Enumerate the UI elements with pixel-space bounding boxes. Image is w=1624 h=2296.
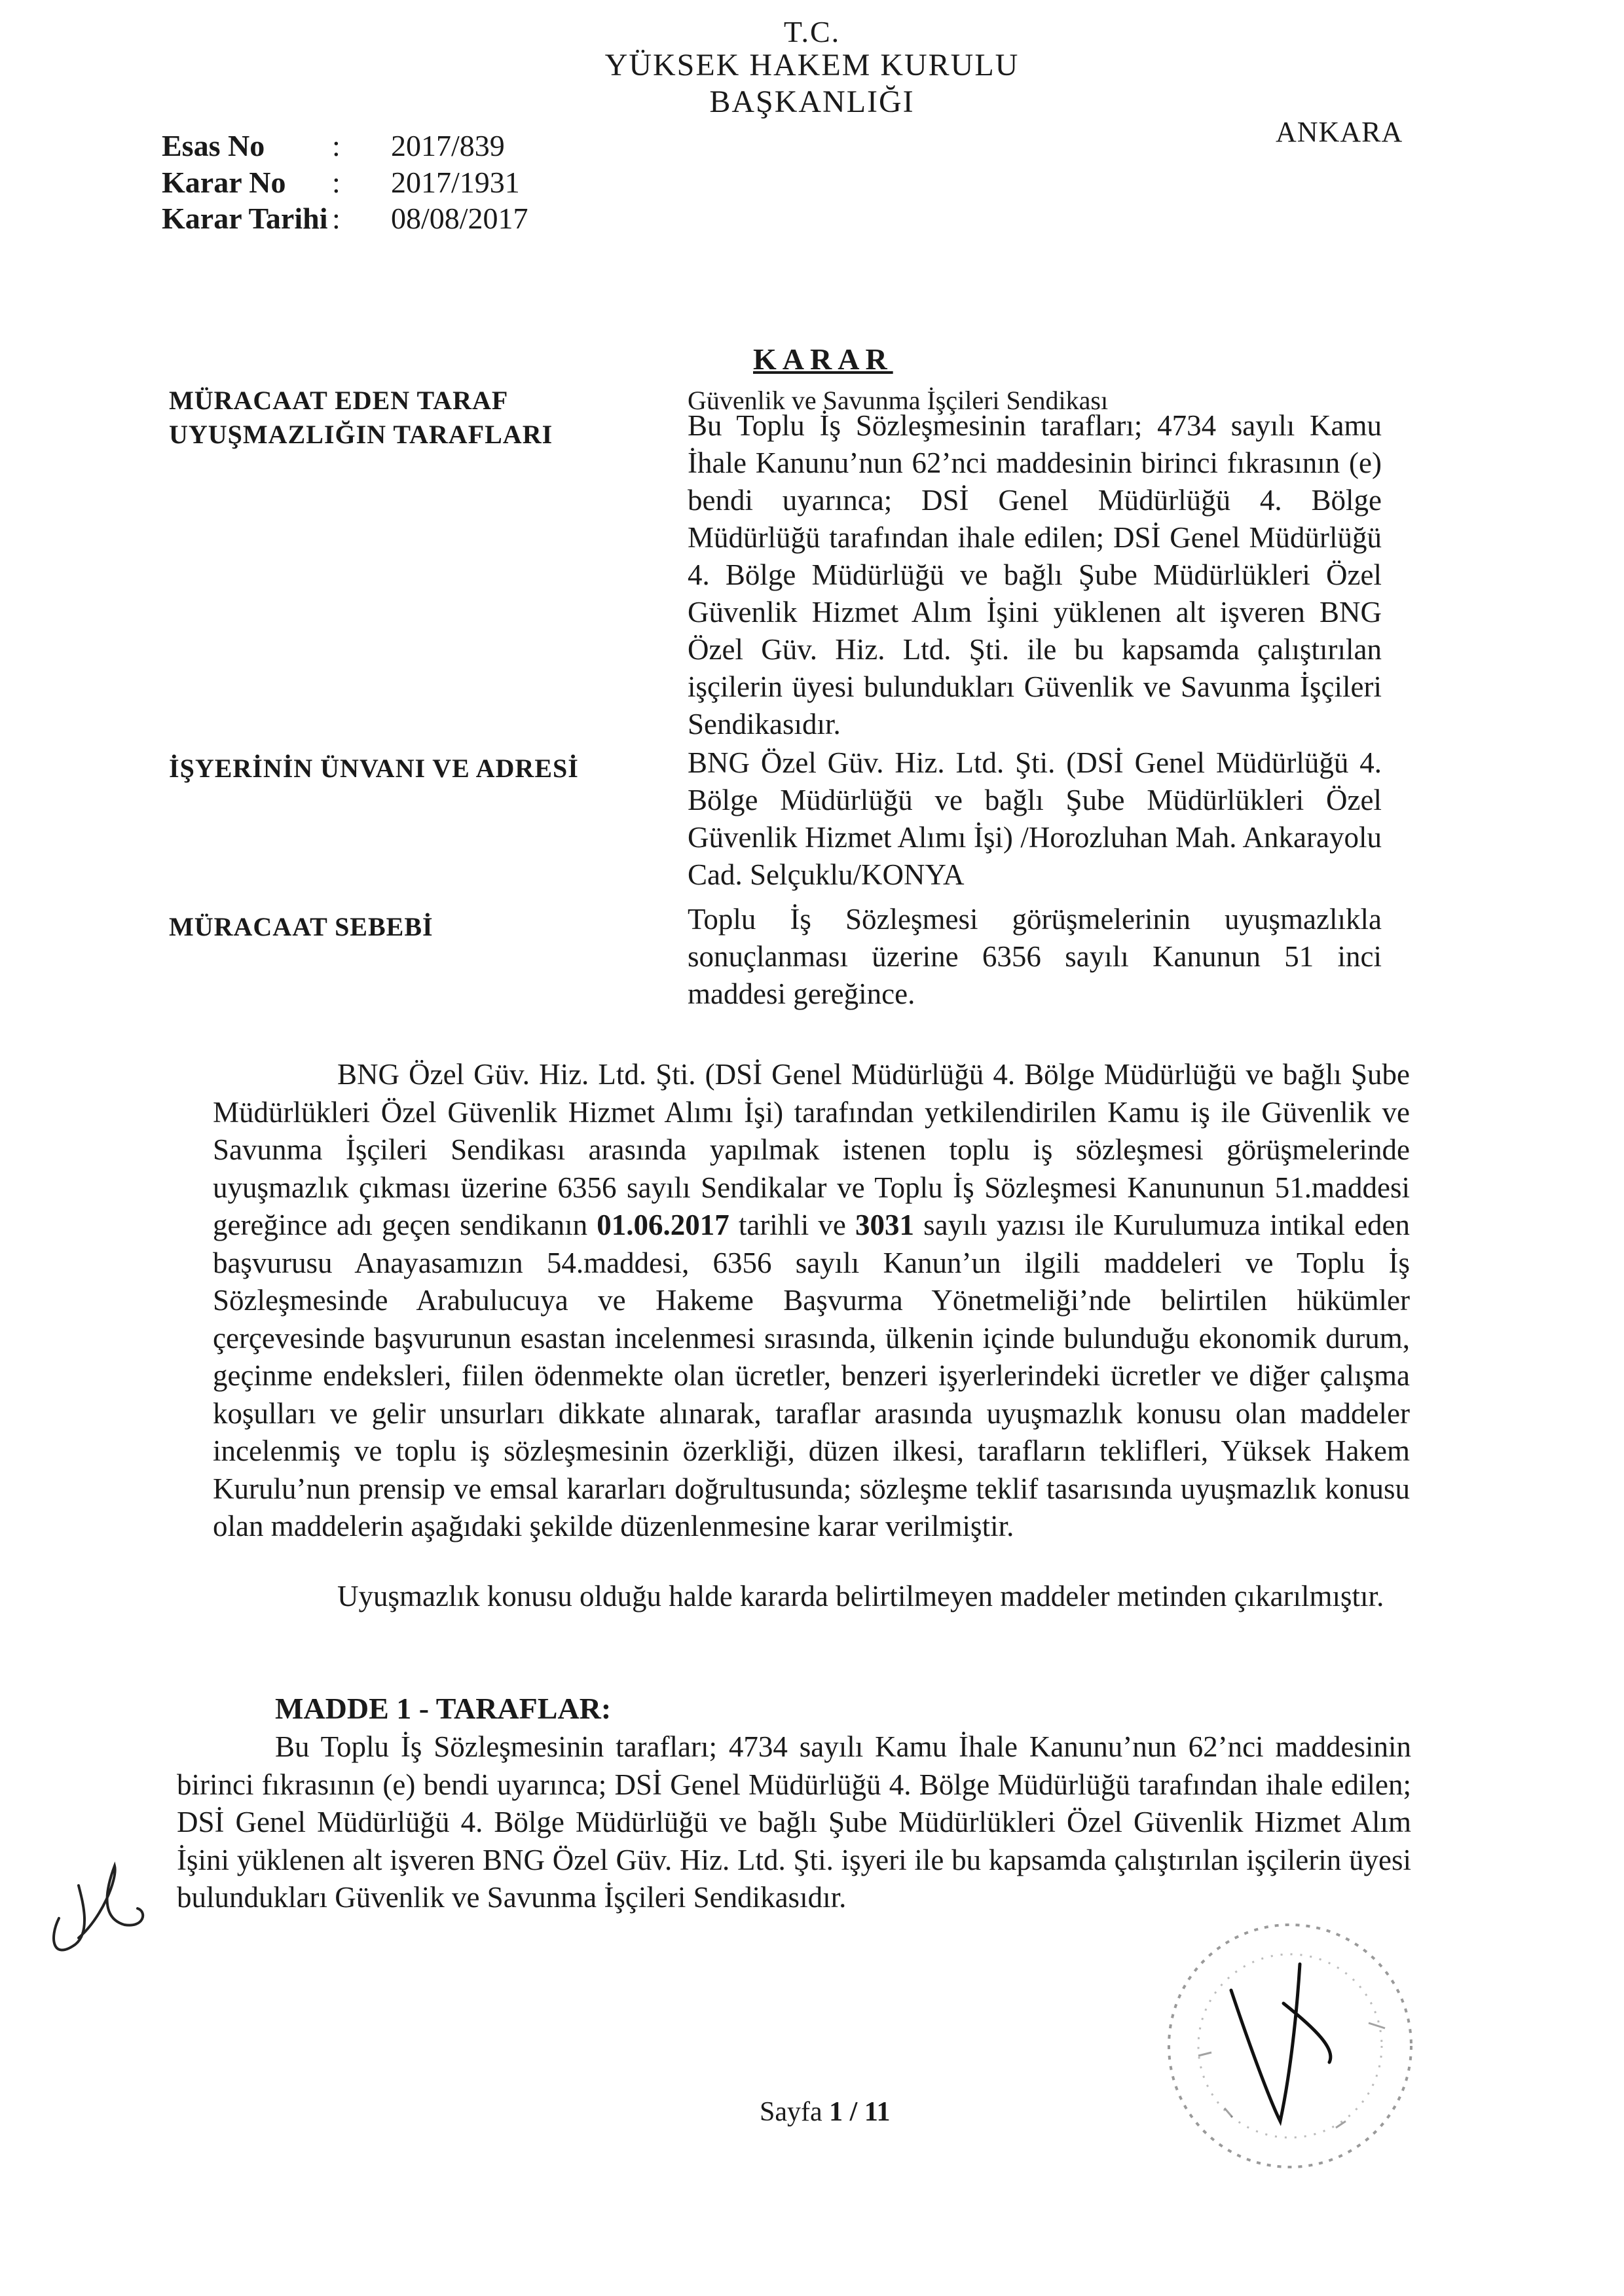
city-label: ANKARA <box>1276 116 1403 148</box>
official-stamp-signature <box>1120 1886 1460 2213</box>
separator: : <box>332 166 341 199</box>
madde-1-title: MADDE 1 - TARAFLAR: <box>275 1692 612 1725</box>
separator: : <box>332 129 341 162</box>
karar-tarihi-row <box>162 200 528 237</box>
esas-no-value: 2017/839 <box>391 129 505 162</box>
page-current: 1 <box>829 2097 843 2127</box>
muracaat-sebebi-value: Toplu İş Sözleşmesi görüşmelerinin uyuşmazlıkla sonuçlanması üzerine 6356 sayılı Kanunun 51 inci maddesi gereğince. <box>688 903 1382 1010</box>
madde-1-text: Bu Toplu İş Sözleşmesinin tarafları; 4734 sayılı Kamu İhale Kanunu’nun 62’nci maddesinin birinci fıkrasının (e) bendi uyarınca; DSİ Genel Müdürlüğü 4. Bölge Müdürlüğü tarafından ihale edilen; DSİ Genel Müdürlüğü 4. Bölge Müdürlüğü ve bağlı Şube Müdürlükleri Özel Güvenlik Hizmet Alım İşini yüklenen alt işveren BNG Özel Güv. Hiz. Ltd. Şti. işyeri ile bu kapsamda çalıştırılan işçilerin üyesi bulundukları Güvenlik ve Savunma İşçileri Sendikasıdır. <box>177 1730 1411 1914</box>
muracaat-eden-value: Güvenlik ve Savunma İşçileri Sendikası <box>688 386 1109 415</box>
karar-no-label: Karar No <box>162 166 286 199</box>
karar-tarihi-label: Karar Tarihi <box>162 202 328 235</box>
esas-no-row <box>162 128 505 164</box>
body-text-part-3: sayılı yazısı ile Kurulumuza intikal eden başvurusu Anayasamızın 54.maddesi, 6356 sayılı Kanun’un ilgili maddeleri ve Toplu İş Sözleşmesinde Arabulucuya ve Hakeme Başvurma Yönetmeliği’nde belirtilen hükümler çerçevesinde başvurunun esastan incelenmesi sırasında, ülkenin içinde bulunduğu ekonomik durum, geçinme endeksleri, fiilen ödenmekte olan ücretler, benzeri işyerlerindeki ücretler ve diğer çalışma koşulları ve gelir unsurları dikkate alınarak, taraflar arasında uyuşmazlık konusu olan maddeler incelenmiş ve toplu iş sözleşmesinin özerkliği, düzen ilkesi, tarafların teklifleri, Yüksek Hakem Kurulu’nun prensip ve emsal kararları doğrultusunda; sözleşme teklif tasarısında uyuşmazlık konusu olan maddelerin aşağıdaki şekilde düzenlenmesine karar verilmiştir. <box>213 1209 1411 1542</box>
karar-no-row <box>162 164 520 201</box>
office-name: BAŞKANLIĞI <box>709 84 915 119</box>
karar-no-value: 2017/1931 <box>391 166 520 199</box>
tc-heading: T.C. <box>783 15 841 48</box>
page-label: Sayfa <box>760 2097 822 2127</box>
decision-title: KARAR <box>753 342 893 376</box>
muracaat-eden-label: MÜRACAAT EDEN TARAF <box>169 386 509 415</box>
page-total: 11 <box>864 2097 891 2127</box>
separator: : <box>332 202 341 235</box>
application-date: 01.06.2017 <box>597 1209 729 1241</box>
body-text-part-1: BNG Özel Güv. Hiz. Ltd. Şti. (DSİ Genel Müdürlüğü 4. Bölge Müdürlüğü ve bağlı Şube Müdürlükleri Özel Güvenlik Hizmet Alımı İşi) tarafından yetkilendirilen Kamu iş ile Güvenlik ve Savunma İşçileri Sendikası arasında yapılmak istenen toplu iş sözleşmesi görüşmelerinde uyuşmazlık çıkması üzerine 6356 sayılı Sendikalar ve Toplu İş Sözleşmesi Kanununun 51.maddesi gereğince adı geçen sendikanın <box>213 1058 1410 1241</box>
isyeri-label: İŞYERİNİN ÜNVANI VE ADRESİ <box>169 754 579 783</box>
body-paragraph-main <box>213 1056 1410 1546</box>
esas-no-label: Esas No <box>162 129 265 162</box>
body-text-part-2: tarihli ve <box>738 1209 846 1241</box>
muracaat-sebebi-label: MÜRACAAT SEBEBİ <box>169 912 434 941</box>
application-number: 3031 <box>855 1209 915 1241</box>
initials-signature <box>39 1840 170 1971</box>
isyeri-value: BNG Özel Güv. Hiz. Ltd. Şti. (DSİ Genel Müdürlüğü 4. Bölge Müdürlüğü ve bağlı Şube Müdürlükleri Özel Güvenlik Hizmet Alımı İşi) /Horozluhan Mah. Ankarayolu Cad. Selçuklu/KONYA <box>688 746 1382 891</box>
page-number <box>760 2096 891 2128</box>
taraflar-value: Bu Toplu İş Sözleşmesinin tarafları; 4734 sayılı Kamu İhale Kanunu’nun 62’nci maddesinin birinci fıkrasının (e) bendi uyarınca; DSİ Genel Müdürlüğü 4. Bölge Müdürlüğü tarafından ihale edilen; DSİ Genel Müdürlüğü 4. Bölge Müdürlüğü ve bağlı Şube Müdürlükleri Özel Güvenlik Hizmet Alım İşini yüklenen alt işveren BNG Özel Güv. Hiz. Ltd. Şti. ile bu kapsamda çalıştırılan işçilerin üyesi bulundukları Güvenlik ve Savunma İşçileri Sendikasıdır. <box>688 409 1382 740</box>
taraflar-label: UYUŞMAZLIĞIN TARAFLARI <box>169 420 553 449</box>
body-paragraph-removed-articles: Uyuşmazlık konusu olduğu halde kararda belirtilmeyen maddeler metinden çıkarılmıştır. <box>337 1580 1384 1613</box>
institution-name: YÜKSEK HAKEM KURULU <box>604 48 1020 82</box>
page-separator: / <box>849 2097 858 2127</box>
karar-tarihi-value: 08/08/2017 <box>391 202 528 235</box>
